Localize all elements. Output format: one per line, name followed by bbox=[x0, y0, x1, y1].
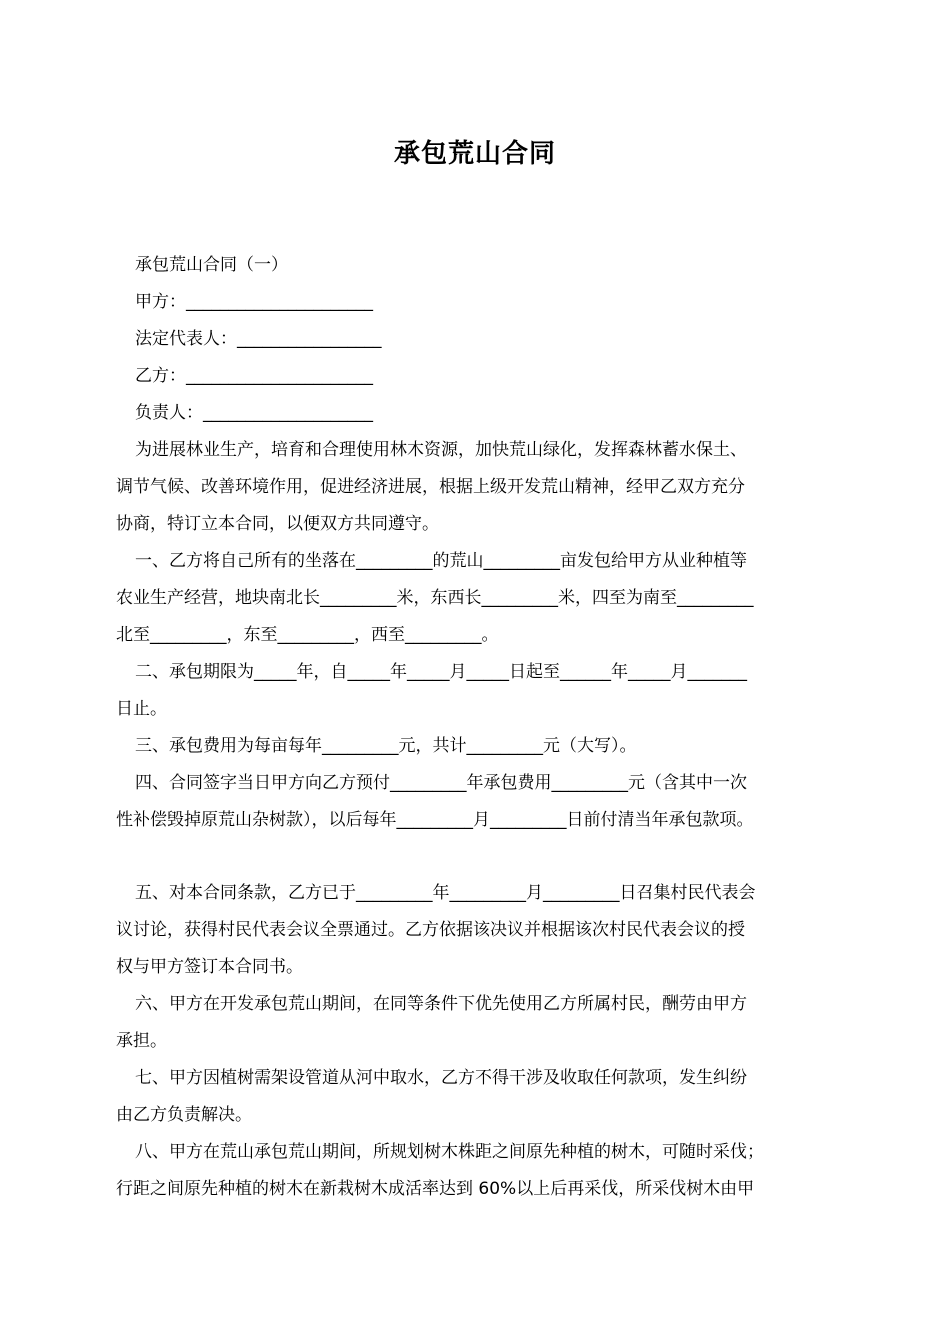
clause-5-line: 权与甲方签订本合同书。 bbox=[116, 957, 303, 977]
document-body bbox=[116, 247, 840, 1208]
subtitle-line: 承包荒山合同（一） bbox=[135, 255, 288, 275]
clause-4-line: 性补偿毁掉原荒山杂树款），以后每年_________月_________日前付清当年承包款项。 bbox=[116, 810, 754, 830]
preamble-line: 调节气候、改善环境作用，促进经济进展，根据上级开发荒山精神，经甲乙双方充分 bbox=[116, 477, 745, 497]
clause-1-line: 北至_________，东至_________，西至_________。 bbox=[116, 625, 499, 645]
clause-4-line: 四、合同签字当日甲方向乙方预付_________年承包费用_________元（含其中一次 bbox=[135, 773, 747, 793]
clause-1-line: 农业生产经营，地块南北长_________米，东西长_________米，四至为南至_________ bbox=[116, 588, 754, 608]
clause-5-line: 五、对本合同条款，乙方已于_________年_________月_________日召集村民代表会 bbox=[135, 883, 756, 903]
clause-7-line: 由乙方负责解决。 bbox=[116, 1105, 252, 1125]
clause-7-line: 七、甲方因植树需架设管道从河中取水，乙方不得干涉及收取任何款项，发生纠纷 bbox=[135, 1068, 747, 1088]
clause-2-line: 二、承包期限为_____年，自_____年_____月_____日起至______年_____月_______ bbox=[135, 662, 747, 682]
clause-1-line: 一、乙方将自己所有的坐落在_________的荒山_________亩发包给甲方从业种植等 bbox=[135, 551, 747, 571]
document-title: 承包荒山合同 bbox=[393, 139, 556, 169]
clause-8-line: 八、甲方在荒山承包荒山期间，所规划树木株距之间原先种植的树木，可随时采伐； bbox=[135, 1142, 764, 1162]
person-in-charge-field: 负责人：____________________ bbox=[135, 403, 373, 423]
clause-8-line: 行距之间原先种植的树木在新栽树木成活率达到 60%以上后再采伐，所采伐树木由甲 bbox=[116, 1179, 755, 1199]
paragraph-gap bbox=[116, 839, 840, 875]
party-b-field: 乙方：______________________ bbox=[135, 366, 373, 386]
clause-6-line: 承担。 bbox=[116, 1031, 167, 1051]
clause-3-line: 三、承包费用为每亩每年_________元，共计_________元（大写）。 bbox=[135, 736, 637, 756]
preamble-line: 协商，特订立本合同，以便双方共同遵守。 bbox=[116, 514, 439, 534]
clause-2-line: 日止。 bbox=[116, 699, 167, 719]
clause-5-line: 议讨论，获得村民代表会议全票通过。乙方依据该决议并根据该次村民代表会议的授 bbox=[116, 920, 745, 940]
party-a-field: 甲方：______________________ bbox=[135, 292, 373, 312]
legal-representative-field: 法定代表人：_________________ bbox=[135, 329, 382, 349]
preamble-line: 为进展林业生产，培育和合理使用林木资源，加快荒山绿化，发挥森林蓄水保土、 bbox=[135, 440, 747, 460]
clause-6-line: 六、甲方在开发承包荒山期间，在同等条件下优先使用乙方所属村民，酬劳由甲方 bbox=[135, 994, 747, 1014]
